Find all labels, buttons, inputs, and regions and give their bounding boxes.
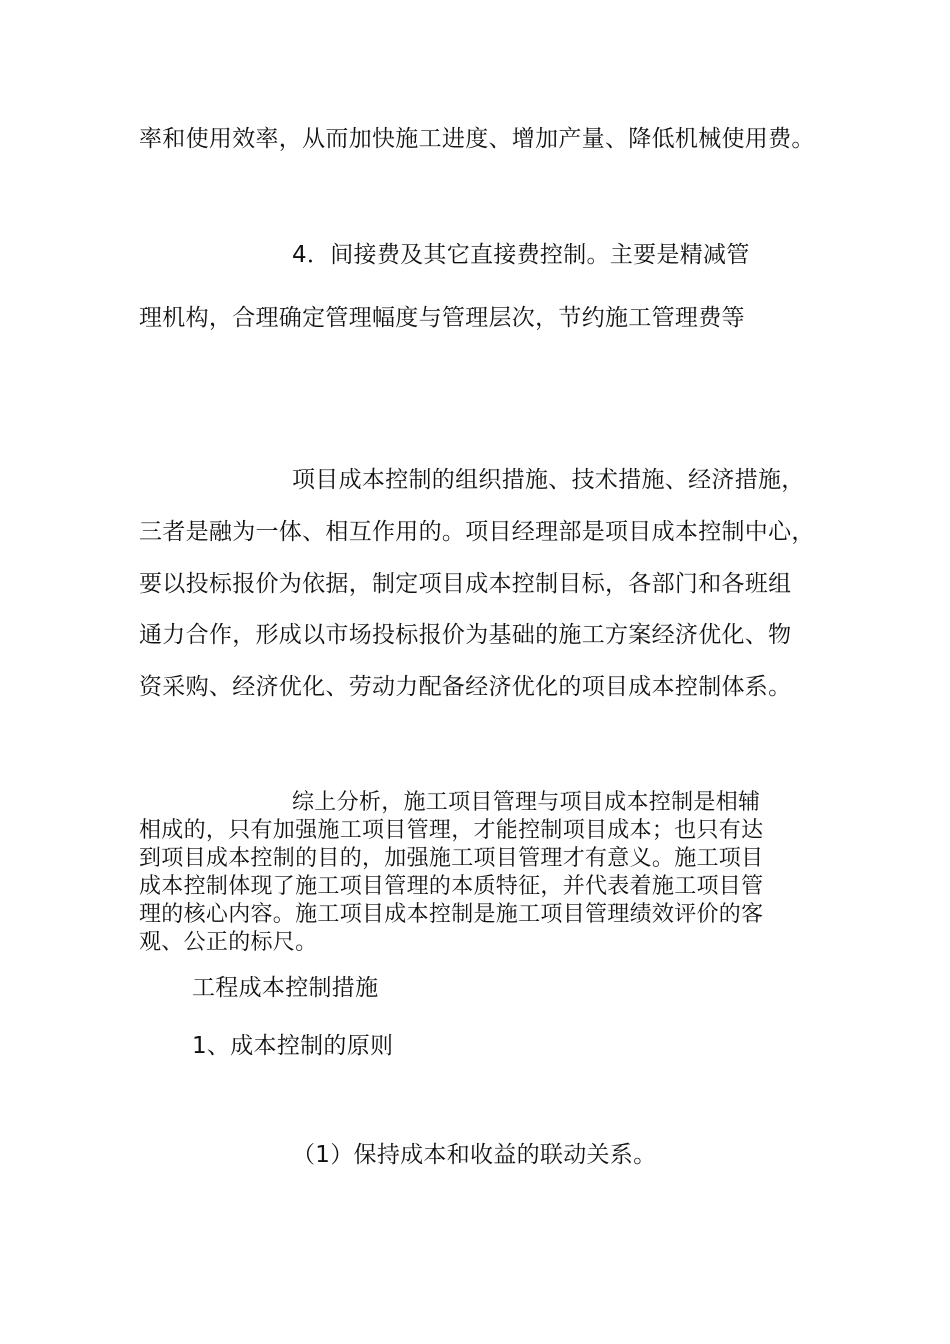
principle-item-1: （1）保持成本和收益的联动关系。 [292,1142,657,1168]
paragraph-line-7: 通力合作，形成以市场投标报价为基础的施工方案经济优化、物 [139,622,792,648]
heading-cost-control-measures: 工程成本控制措施 [192,975,379,1001]
paragraph-line-3: 理机构，合理确定管理幅度与管理层次，节约施工管理费等 [139,305,745,331]
paragraph-line-6: 要以投标报价为依据，制定项目成本控制目标，各部门和各班组 [139,571,792,597]
paragraph-line-5: 三者是融为一体、相互作用的。项目经理部是项目成本控制中心， [139,519,815,545]
section-heading-4: 4．间接费及其它直接费控制。主要是精减管 [292,242,750,268]
summary-line-6: 观、公正的标尺。 [139,930,318,955]
summary-line-5: 理的核心内容。施工项目成本控制是施工项目管理绩效评价的客 [139,902,764,927]
paragraph-line-4: 项目成本控制的组织措施、技术措施、经济措施， [292,467,805,493]
summary-line-3: 到项目成本控制的目的，加强施工项目管理才有意义。施工项目 [139,846,764,871]
paragraph-line-8: 资采购、经济优化、劳动力配备经济优化的项目成本控制体系。 [139,674,792,700]
heading-principles: 1、成本控制的原则 [192,1033,394,1059]
summary-line-1: 综上分析，施工项目管理与项目成本控制是相辅 [292,790,761,815]
summary-line-4: 成本控制体现了施工项目管理的本质特征，并代表着施工项目管 [139,874,764,899]
summary-line-2: 相成的，只有加强施工项目管理，才能控制项目成本；也只有达 [139,818,764,843]
paragraph-line-1: 率和使用效率，从而加快施工进度、增加产量、降低机械使用费。 [139,126,815,152]
